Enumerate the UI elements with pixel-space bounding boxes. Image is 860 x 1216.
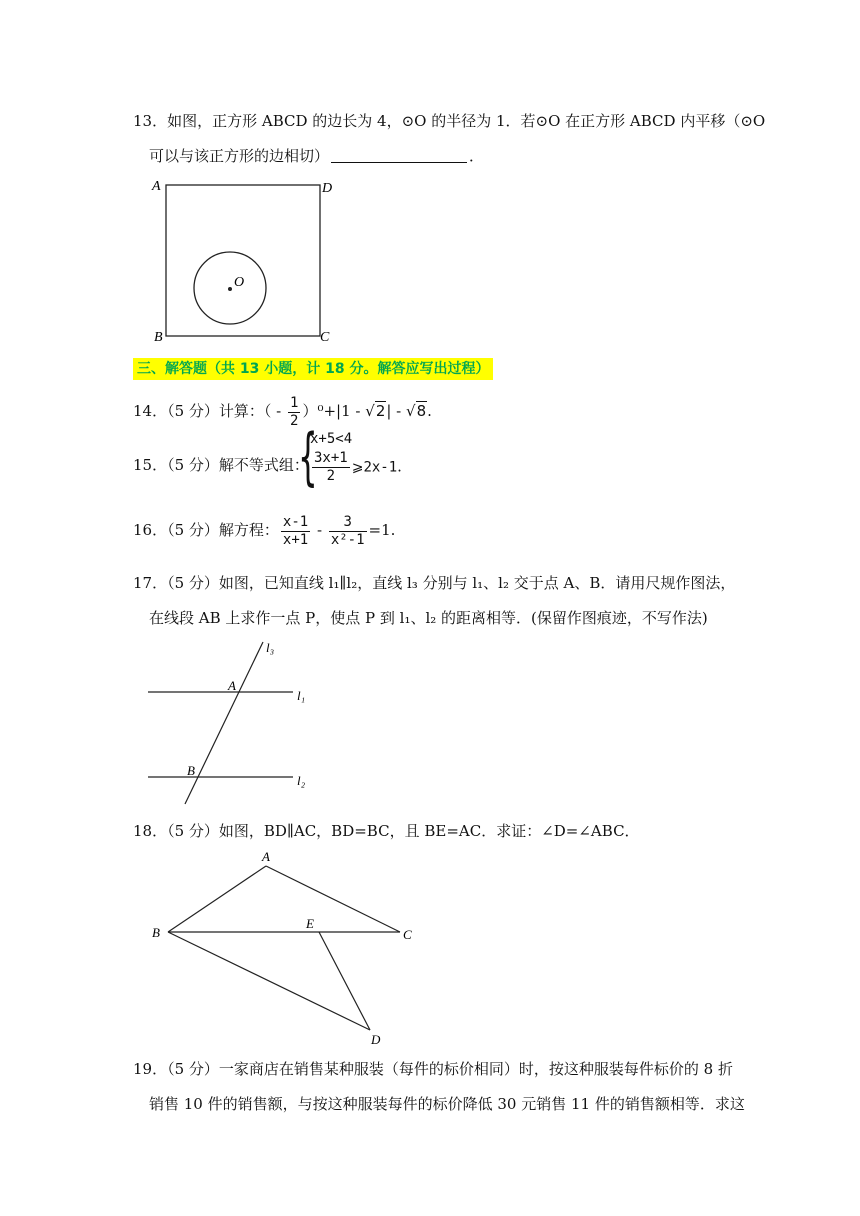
label-d: D xyxy=(322,181,333,196)
q14-line xyxy=(133,393,432,430)
q14-sqrt-8: √8 xyxy=(406,402,427,420)
q16-f1-den: x+1 xyxy=(282,531,309,548)
q15-row2 xyxy=(310,450,402,485)
left-brace-icon: { xyxy=(298,420,318,493)
q16-f1-num: x-1 xyxy=(282,513,309,530)
label-e: E xyxy=(306,916,314,931)
q14-prefix: 14．（5 分）计算：（ - xyxy=(133,402,287,420)
label-b: B xyxy=(187,763,195,778)
q14-mid: ）⁰+|1 - xyxy=(302,402,366,420)
label-o: O xyxy=(234,275,245,290)
label-c: C xyxy=(320,330,330,345)
q17-line2: 在线段 AB 上求作一点 P，使点 P 到 l₁、l₂ 的距离相等．(保留作图痕迹，不写作法) xyxy=(149,609,708,627)
q14-sqrt-2: √2 xyxy=(365,402,386,420)
q14-sqrt1-radicand: 2 xyxy=(375,402,386,420)
q15-row1: x+5<4 xyxy=(310,431,353,447)
q16-f2-den: x²-1 xyxy=(330,531,365,548)
q15-system xyxy=(298,420,402,493)
q13-line1: 13．如图，正方形 ABCD 的边长为 4，⊙O 的半径为 1．若⊙O 在正方形 ABCD 内平移（⊙O xyxy=(133,112,766,130)
q14-frac-den: 2 xyxy=(290,412,299,429)
label-l3: l₃ xyxy=(266,640,275,655)
q15-prefix: 15．（5 分）解不等式组： xyxy=(133,456,309,474)
q14-end: . xyxy=(427,402,432,420)
segment-ba xyxy=(168,866,266,932)
label-a: A xyxy=(262,849,270,864)
q14-mid2: | - xyxy=(386,402,407,420)
square-abcd xyxy=(166,185,320,336)
q16-fraction1 xyxy=(281,514,310,549)
q13-line2-text: 可以与该正方形的边相切） xyxy=(149,147,330,165)
segment-ed xyxy=(319,932,370,1030)
label-c: C xyxy=(403,927,412,942)
q16-prefix: 16．（5 分）解方程： xyxy=(133,521,279,539)
q16-f2-num: 3 xyxy=(329,514,367,532)
section-title: 三、解答题（共 13 小题，计 18 分。解答应写出过程） xyxy=(133,358,493,380)
q19-line1: 19．（5 分）一家商店在销售某种服装（每件的标价相同）时，按这种服装每件标价的 8 折 xyxy=(133,1060,733,1078)
q16-line xyxy=(133,510,395,550)
q15-row2-rest: ⩾2x-1 xyxy=(351,459,398,476)
label-l1: l₁ xyxy=(297,688,306,703)
line-l3 xyxy=(185,642,263,804)
q14-frac-num: 1 xyxy=(290,394,299,411)
q14-sqrt2-radicand: 8 xyxy=(416,402,427,420)
inequality-system xyxy=(298,420,402,493)
q16-minus: - xyxy=(312,521,327,539)
label-l2: l₂ xyxy=(297,773,306,788)
label-d: D xyxy=(371,1032,381,1047)
q17-line1: 17．（5 分）如图，已知直线 l₁∥l₂，直线 l₃ 分别与 l₁、l₂ 交于点 A、B．请用尺规作图法， xyxy=(133,574,736,592)
q13-line2-end: ． xyxy=(469,147,485,165)
q15-frac-num: 3x+1 xyxy=(314,450,348,466)
label-a: A xyxy=(152,179,161,194)
label-b: B xyxy=(154,330,163,345)
triangle-figure xyxy=(148,848,420,1048)
q18-line1: 18．（5 分）如图，BD∥AC，BD=BC，且 BE=AC．求证：∠D=∠ABC． xyxy=(133,822,640,840)
answer-blank xyxy=(331,146,467,163)
q19-line2: 销售 10 件的销售额，与按这种服装每件的标价降低 30 元销售 11 件的销售额相等．求这 xyxy=(149,1095,745,1113)
segment-ac xyxy=(266,866,400,932)
q15-end: . xyxy=(397,457,402,476)
q16-end: =1. xyxy=(368,521,396,539)
q16-fraction2 xyxy=(329,514,367,549)
label-a: A xyxy=(228,678,236,693)
segment-bd xyxy=(168,932,370,1030)
center-point xyxy=(228,287,232,291)
label-b: B xyxy=(152,925,160,940)
q13-line2 xyxy=(149,145,484,167)
q15-frac-den: 2 xyxy=(326,468,336,484)
parallel-lines-figure xyxy=(145,636,325,808)
square-circle-figure xyxy=(148,176,338,348)
